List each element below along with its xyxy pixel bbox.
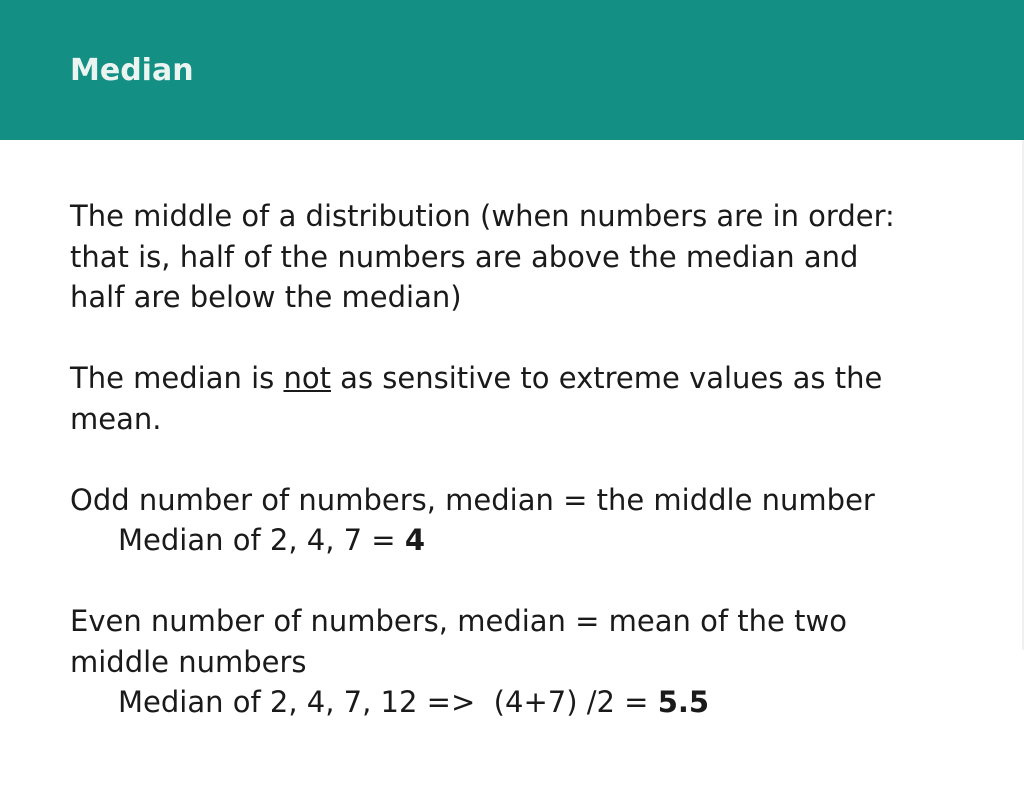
even-example [70,682,1000,723]
definition-paragraph [70,196,1000,318]
even-example-text: Median of 2, 4, 7, 12 => (4+7) /2 = [118,685,658,719]
title-bar [0,0,1024,140]
even-rule-line-1: Even number of numbers, median = mean of the two [70,604,847,638]
odd-example-text: Median of 2, 4, 7 = [118,523,405,557]
even-example-result: 5.5 [657,685,710,719]
sensitivity-paragraph [70,358,1000,439]
odd-example-result: 4 [404,523,426,557]
slide-title: Median [70,53,194,88]
odd-paragraph [70,480,1000,561]
even-paragraph [70,601,1000,723]
even-rule-line-2: middle numbers [70,644,307,679]
sensitivity-text-after: as sensitive to extreme values as the [330,361,883,395]
definition-line-2: that is, half of the numbers are above the median and [70,239,859,274]
odd-example [70,520,1000,561]
sensitivity-text-before: The median is [70,361,284,395]
definition-line-1: The middle of a distribution (when numbers are in order: [70,199,895,233]
sensitivity-line-1 [70,358,1000,399]
slide-body [70,196,1000,723]
sensitivity-emphasis: not [283,361,331,395]
definition-line-3: half are below the median) [70,280,462,314]
sensitivity-line-2: mean. [70,401,162,436]
odd-rule: Odd number of numbers, median = the middle number [70,482,875,517]
